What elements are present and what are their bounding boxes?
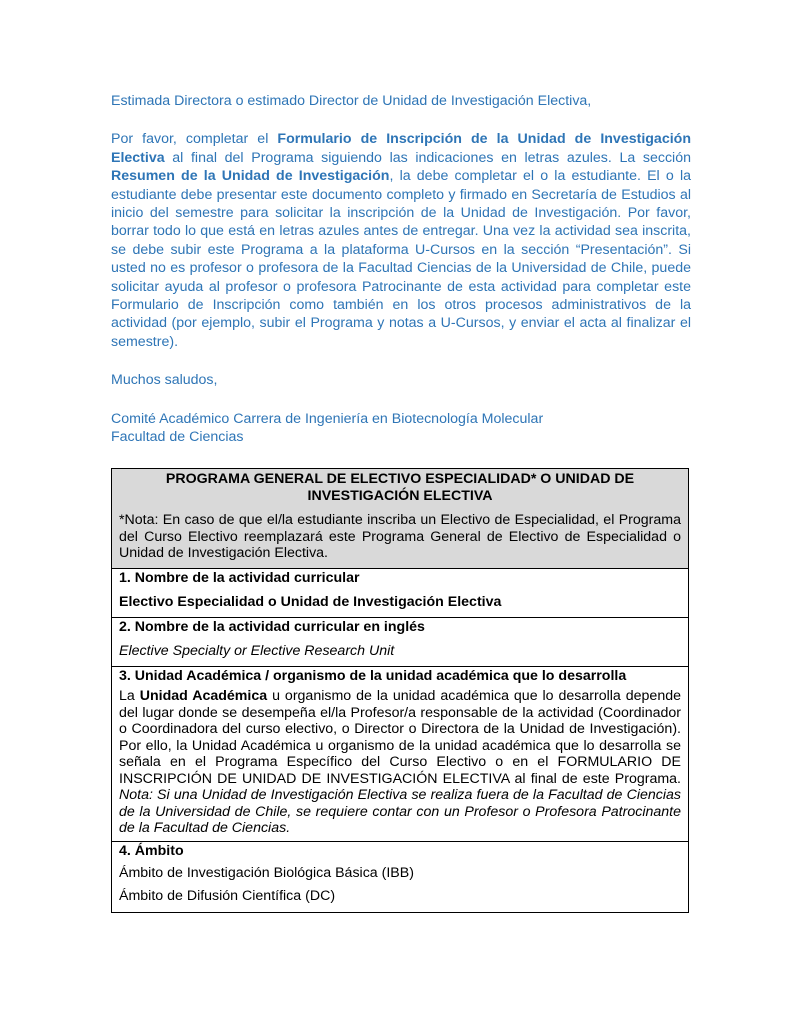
section-3-cell: [112, 666, 689, 841]
section-4-cell: [112, 841, 689, 913]
section-3-bold: Unidad Académica: [139, 688, 268, 704]
section-4-row: [112, 841, 689, 913]
instructions-text-2: al final del Programa siguiendo las indicaciones en letras azules. La sección: [164, 149, 691, 166]
section-3-body: [119, 688, 681, 841]
instructions-text-1: Por favor, completar el: [111, 131, 278, 148]
instructions-bold-1: Formulario de Inscripción de la Unidad de Investigación Electiva: [111, 131, 691, 166]
greeting: Estimada Directora o estimado Director de Unidad de Investigación Electiva,: [111, 93, 592, 109]
section-1-value: Electivo Especialidad o Unidad de Investigación Electiva: [119, 594, 502, 610]
section-3-note: Nota: Si una Unidad de Investigación Electiva se realiza fuera de la Facultad de Ciencias de la Universidad de Chile, se requiere contar con un Profesor o Profesora Patrocinante de la Facultad de Ciencias.: [119, 787, 681, 836]
section-3-text-1: La: [119, 688, 140, 704]
program-header-row: [112, 469, 689, 569]
signature-line-1: Comité Académico Carrera de Ingeniería en Biotecnología Molecular: [111, 410, 544, 427]
intro-letter: [111, 92, 691, 447]
section-2-cell: [112, 617, 689, 666]
section-3-title: 3. Unidad Académica / organismo de la unidad académica que lo desarrolla: [119, 667, 627, 684]
program-header-cell: [112, 469, 689, 569]
ambito-item: Ámbito de Difusión Científica (DC): [119, 887, 336, 904]
instructions-text-3: , la debe completar el o la estudiante. El o la estudiante debe presentar este documento completo y firmado en Secretaría de Estudios al inicio del semestre para solicitar la inscripción de la Unidad de Investigación. Por favor, borrar todo lo que está en letras azules antes de entregar. Una vez la actividad sea inscrita, se debe subir este Programa a la plataforma U-Cursos en la sección “Presentación”. Si usted no es profesor o profesora de la Facultad Ciencias de la Universidad de Chile, puede solicitar ayuda al profesor o profesora Patrocinante de esta actividad para completar este Formulario de Inscripción como también en los otros procesos administrativos de la actividad (por ejemplo, subir el Programa y notas a U-Cursos, y enviar el acta al finalizar el semestre).: [111, 168, 691, 350]
section-1-cell: [112, 568, 689, 617]
instructions-bold-2: Resumen de la Unidad de Investigación: [111, 168, 390, 185]
section-4-title: 4. Ámbito: [119, 842, 184, 859]
program-table: [111, 468, 689, 913]
signature-line-2: Facultad de Ciencias: [111, 429, 244, 446]
section-2-row: [112, 617, 689, 666]
program-note: *Nota: En caso de que el/la estudiante inscriba un Electivo de Especialidad, el Programa del Curso Electivo reemplazará este Programa General de Electivo de Especialidad o Unidad de Investigación Electiva.: [119, 512, 681, 561]
section-3-text-2: u organismo de la unidad académica que lo desarrolla depende del lugar donde se desempeña el/la Profesor/a responsable de la actividad (Coordinador o Coordinadora del curso electivo, o Director o Directora de la Unidad de Investigación). Por ello, la Unidad Académica u organismo de la unidad académica que lo desarrolla se señala en el Programa Específico del Curso Electivo o en el FORMULARIO DE INSCRIPCIÓN DE UNIDAD DE INVESTIGACIÓN ELECTIVA al final de este Programa.: [119, 688, 681, 787]
section-1-title: 1. Nombre de la actividad curricular: [119, 569, 360, 586]
section-2-title: 2. Nombre de la actividad curricular en inglés: [119, 618, 425, 635]
ambito-item: Ámbito de Investigación Biológica Básica (IBB): [119, 865, 414, 881]
ambito-list: [119, 865, 681, 912]
closing: Muchos saludos,: [111, 372, 218, 389]
instructions-paragraph: [111, 130, 691, 351]
section-3-row: [112, 666, 689, 841]
program-title: PROGRAMA GENERAL DE ELECTIVO ESPECIALIDAD* O UNIDAD DE INVESTIGACIÓN ELECTIVA: [165, 471, 635, 504]
section-1-row: [112, 568, 689, 617]
section-2-value: Elective Specialty or Elective Research Unit: [119, 643, 395, 659]
